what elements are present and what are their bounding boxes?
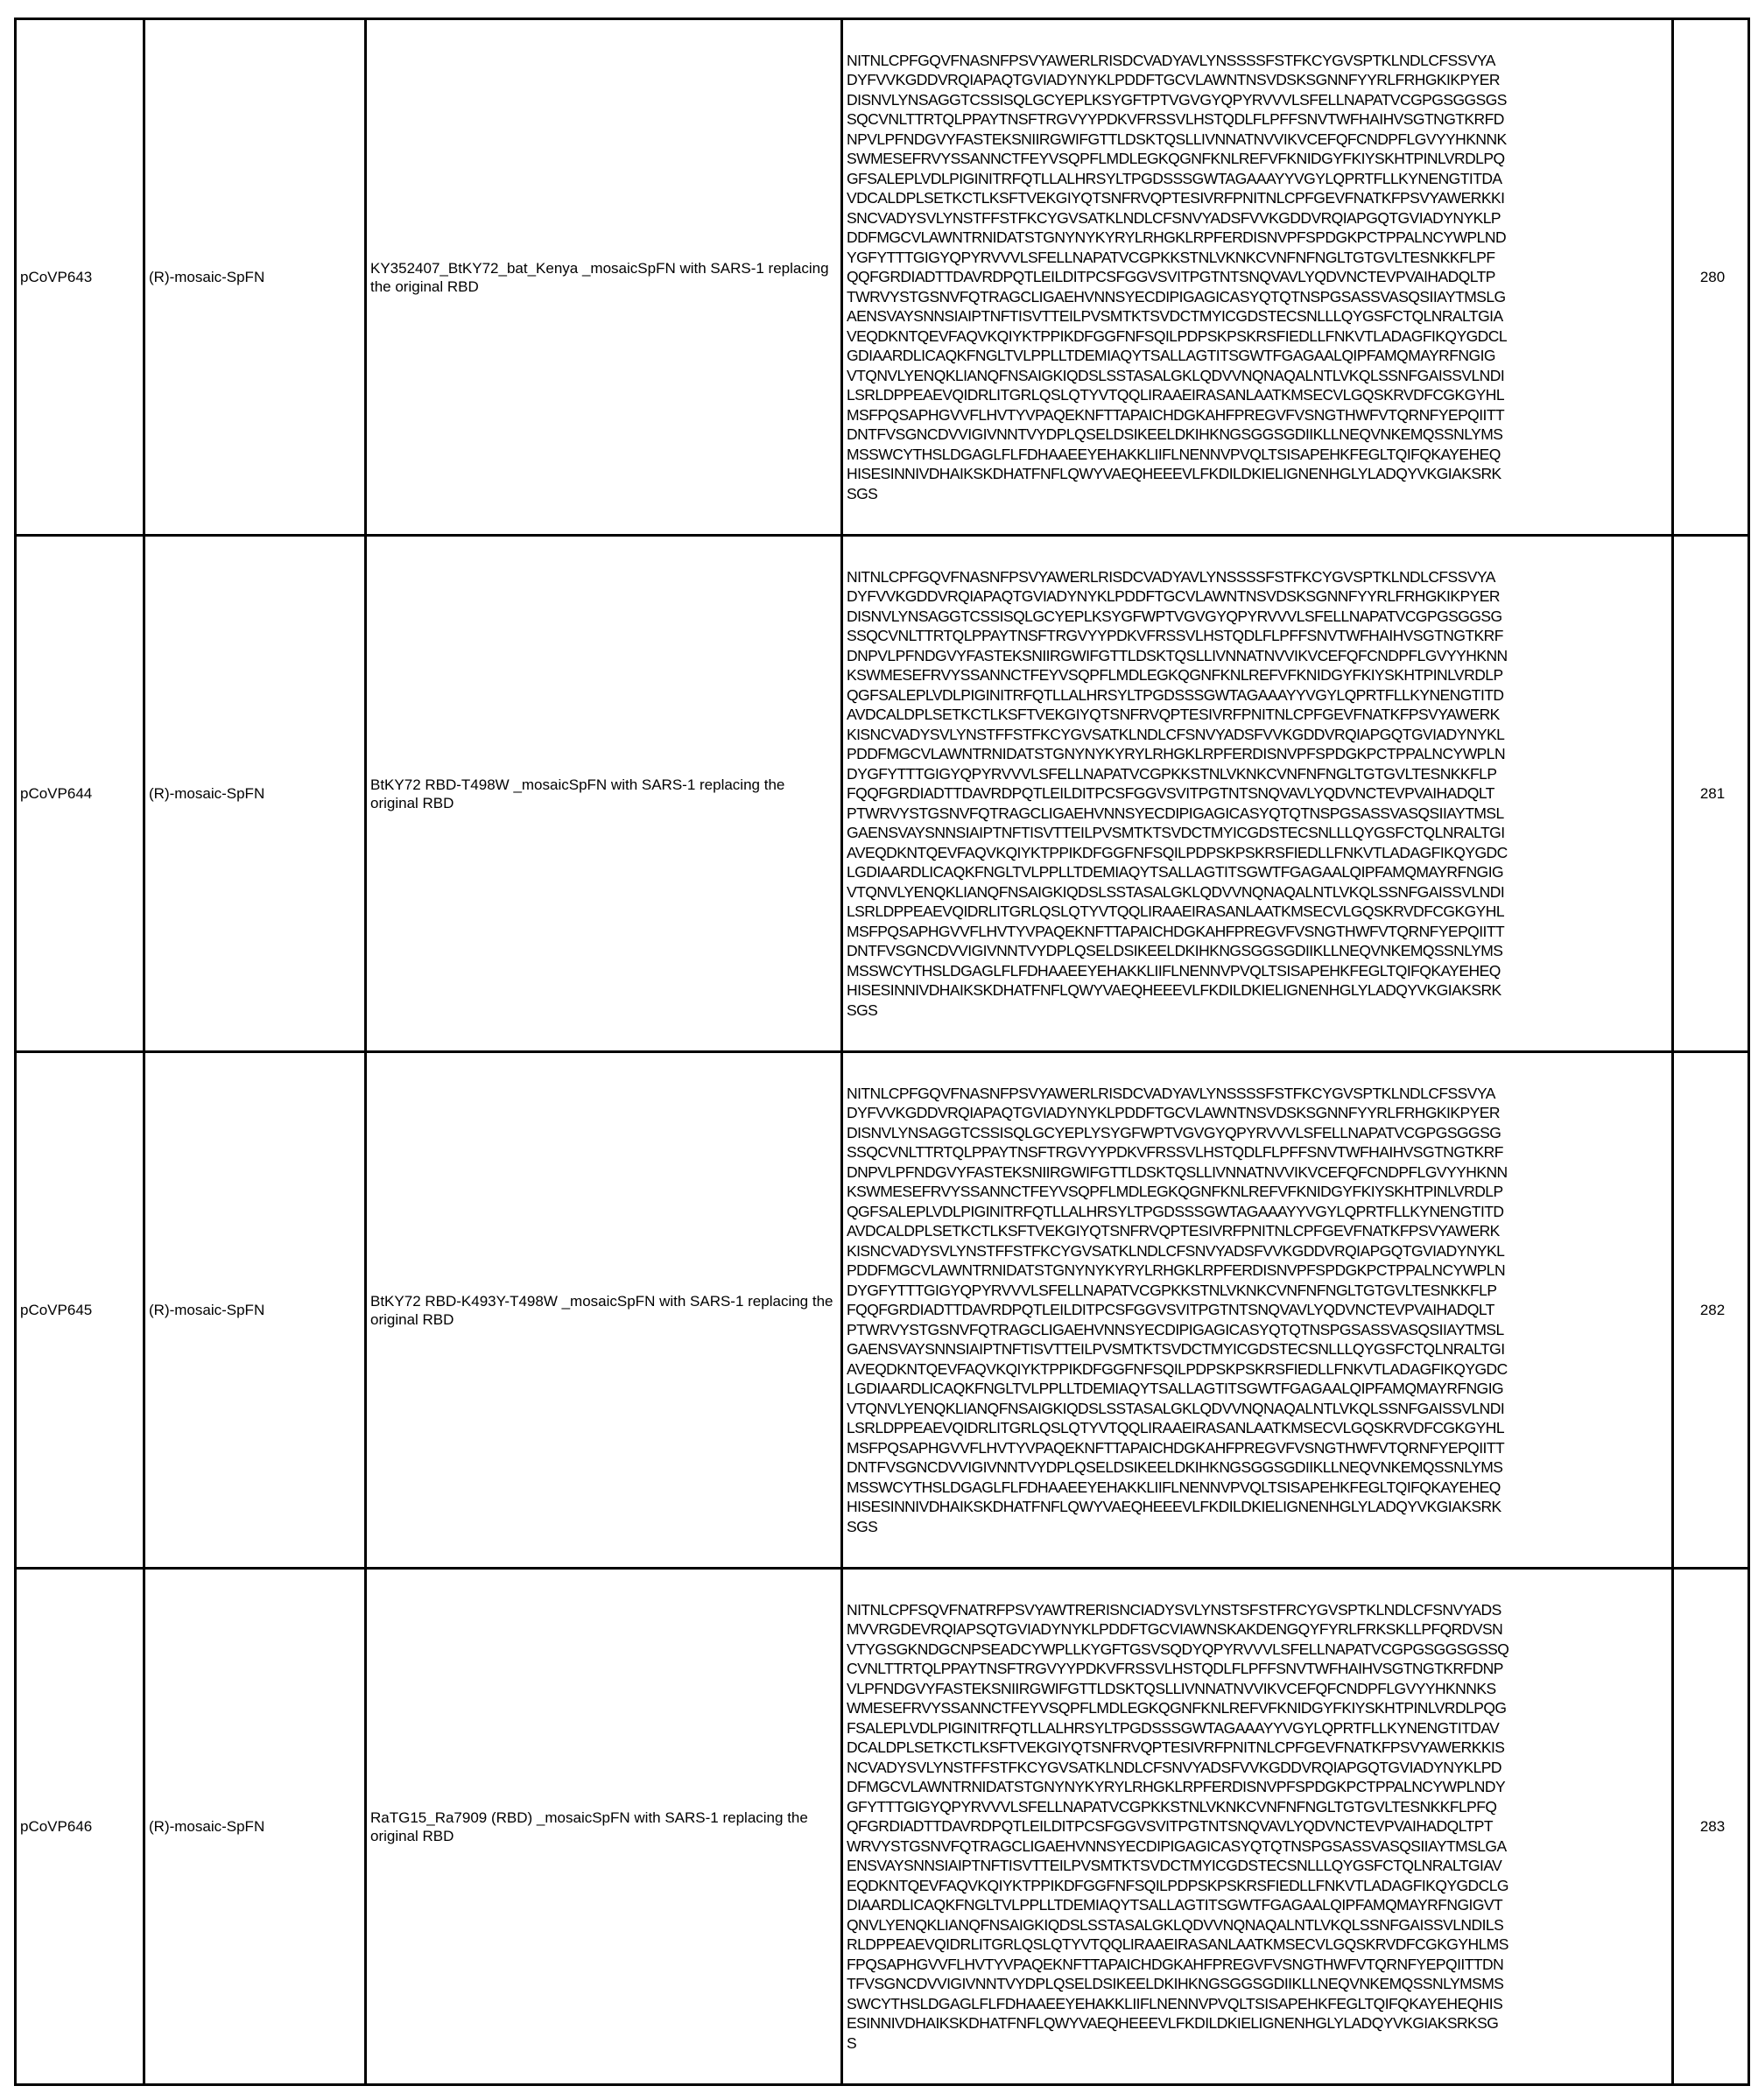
construct-type-cell — [144, 1569, 366, 2085]
sequence-line: SSQCVNLTTRTQLPPAYTNSFTRGVYYPDKVFRSSVLHSTQDLFLPFFSNVTWFHAIHVSGTNGTKRF — [847, 1143, 1503, 1162]
sequence-line: QFGRDIADTTDAVRDPQTLEILDITPCSFGGVSVITPGTNTSNQVAVLYQDVNCTEVPVAIHADQLTPT — [847, 1817, 1493, 1836]
sequence-line: TWRVYSTGSNVFQTRAGCLIGAEHVNNSYECDIPIGAGICASYQTQTNSPGSASSVASQSIIAYTMSLG — [847, 287, 1506, 306]
sequence-line: MSFPQSAPHGVVFLHVTYVPAQEKNFTTAPAICHDGKAHFPREGVFVSNGTHWFVTQRNFYEPQIITT — [847, 1438, 1505, 1457]
amino-acid-sequence — [847, 1084, 1671, 1537]
sequence-line: MSSWCYTHSLDGAGLFLFDHAAEEYEHAKKLIIFLNENNVPVQLTSISAPEHKFEGLTQIFQKAYEHEQ — [847, 961, 1501, 980]
sequence-line: S — [847, 2033, 857, 2052]
sequence-line: HISESINNIVDHAIKSKDHATFNFLQWYVAEQHEEEVLFKDILDKIELIGNENHGLYLADQYVKGIAKSRK — [847, 981, 1501, 1000]
seq-id-number: 283 — [1699, 1818, 1726, 1835]
description-cell — [366, 536, 842, 1052]
sequence-line: AVDCALDPLSETKCTLKSFTVEKGIYQTSNFRVQPTESIVRFPNITNLCPFGEVFNATKFPSVYAWERK — [847, 1222, 1500, 1240]
sequence-line: CVNLTTRTQLPPAYTNSFTRGVYYPDKVFRSSVLHSTQDLFLPFFSNVTWFHAIHVSGTNGTKRFDNP — [847, 1660, 1503, 1678]
amino-acid-sequence — [847, 51, 1671, 504]
sequence-line: WRVYSTGSNVFQTRAGCLIGAEHVNNSYECDIPIGAGICASYQTQTNSPGSASSVASQSIIAYTMSLGA — [847, 1837, 1507, 1855]
construct-id-cell — [16, 536, 144, 1052]
sequence-line: RLDPPEAEVQIDRLITGRLQSLQTYVTQQLIRAAEIRASANLAATKMSECVLGQSKRVDFCGKGYHLMS — [847, 1935, 1508, 1954]
sequence-line: GFSALEPLVDLPIGINITRFQTLLALHRSYLTPGDSSSGWTAGAAAYYVGYLQPRTFLLKYNENGTITDA — [847, 169, 1502, 187]
sequence-line: TFVSGNCDVVIGIVNNTVYDPLQSELDSIKEELDKIHKNGSGGSGDIIKLLNEQVNKEMQSSNLYMSMS — [847, 1975, 1504, 1993]
sequence-cell — [842, 19, 1673, 536]
sequence-line: SSQCVNLTTRTQLPPAYTNSFTRGVYYPDKVFRSSVLHSTQDLFLPFFSNVTWFHAIHVSGTNGTKRF — [847, 627, 1503, 645]
sequence-line: DYFVVKGDDVRQIAPAQTGVIADYNYKLPDDFTGCVLAWNTNSVDSKSGNNFYYRLFRHGKIKPYER — [847, 587, 1500, 606]
construct-description: KY352407_BtKY72_bat_Kenya _mosaicSpFN with SARS-1 replacing the original RBD — [370, 259, 829, 295]
sequence-line: KSWMESEFRVYSSANNCTFEYVSQPFLMDLEGKQGNFKNLREFVFKNIDGYFKIYSKHTPINLVRDLP — [847, 666, 1503, 685]
sequence-line: ENSVAYSNNSIAIPTNFTISVTTEILPVSMTKTSVDCTMYICGDSTECSNLLLQYGSFCTQLNRALTGIAV — [847, 1857, 1502, 1875]
sequence-line: MSFPQSAPHGVVFLHVTYVPAQEKNFTTAPAICHDGKAHFPREGVFVSNGTHWFVTQRNFYEPQIITT — [847, 922, 1505, 940]
sequence-line: KSWMESEFRVYSSANNCTFEYVSQPFLMDLEGKQGNFKNLREFVFKNIDGYFKIYSKHTPINLVRDLP — [847, 1183, 1503, 1201]
construct-id: pCoVP643 — [20, 269, 93, 285]
sequence-line: MSSWCYTHSLDGAGLFLFDHAAEEYEHAKKLIIFLNENNVPVQLTSISAPEHKFEGLTQIFQKAYEHEQ — [847, 445, 1501, 463]
sequence-line: DISNVLYNSAGGTCSSISQLGCYEPLYSYGFWPTVGVGYQPYRVVVLSFELLNAPATVCGPGSGGSG — [847, 1123, 1501, 1141]
construct-type-cell — [144, 536, 366, 1052]
description-cell — [366, 1052, 842, 1569]
construct-id-cell — [16, 1052, 144, 1569]
sequence-line: LGDIAARDLICAQKFNGLTVLPPLLTDEMIAQYTSALLAGTITSGWTFGAGAALQIPFAMQMAYRFNGIG — [847, 863, 1504, 881]
sequence-line: SQCVNLTTRTQLPPAYTNSFTRGVYYPDKVFRSSVLHSTQDLFLPFFSNVTWFHAIHVSGTNGTKRFD — [847, 110, 1504, 129]
document-page — [14, 18, 1750, 2086]
construct-id-cell — [16, 19, 144, 536]
sequence-line: AENSVAYSNNSIAIPTNFTISVTTEILPVSMTKTSVDCTMYICGDSTECSNLLLQYGSFCTQLNRALTGIA — [847, 307, 1503, 326]
sequence-line: PTWRVYSTGSNVFQTRAGCLIGAEHVNNSYECDIPIGAGICASYQTQTNSPGSASSVASQSIIAYTMSL — [847, 1320, 1504, 1338]
sequence-line: GFYTTTGIGYQPYRVVVLSFELLNAPATVCGPKKSTNLVKNKCVNFNFNGLTGTGVLTESNKKFLPFQ — [847, 1797, 1497, 1816]
amino-acid-sequence — [847, 567, 1671, 1021]
sequence-line: QQFGRDIADTTDAVRDPQTLEILDITPCSFGGVSVITPGTNTSNQVAVLYQDVNCTEVPVAIHADQLTP — [847, 268, 1495, 286]
sequence-line: MSFPQSAPHGVVFLHVTYVPAQEKNFTTAPAICHDGKAHFPREGVFVSNGTHWFVTQRNFYEPQIITT — [847, 405, 1505, 424]
sequence-line: DISNVLYNSAGGTCSSISQLGCYEPLKSYGFWPTVGVGYQPYRVVVLSFELLNAPATVCGPGSGGSG — [847, 607, 1502, 625]
sequence-line: MVVRGDEVRQIAPSQTGVIADYNYKLPDDFTGCVIAWNSKAKDENGQYFYRLFRKSKLLPFQRDVSN — [847, 1620, 1503, 1639]
table-row — [16, 1569, 1749, 2085]
sequence-line: DNPVLPFNDGVYFASTEKSNIIRGWIFGTTLDSKTQSLLIVNNATNVVIKVCEFQFCNDPFLGVYYHKNN — [847, 646, 1508, 664]
sequence-line: SGS — [847, 484, 878, 502]
amino-acid-sequence — [847, 1600, 1671, 2054]
sequence-line: VLPFNDGVYFASTEKSNIIRGWIFGTTLDSKTQSLLIVNNATNVVIKVCEFQFCNDPFLGVYYHKNNKS — [847, 1679, 1496, 1697]
sequence-line: DNPVLPFNDGVYFASTEKSNIIRGWIFGTTLDSKTQSLLIVNNATNVVIKVCEFQFCNDPFLGVYYHKNN — [847, 1162, 1508, 1181]
sequence-line: DIAARDLICAQKFNGLTVLPPLLTDEMIAQYTSALLAGTITSGWTFGAGAALQIPFAMQMAYRFNGIGVT — [847, 1896, 1503, 1914]
sequence-line: NITNLCPFSQVFNATRFPSVYAWTRERISNCIADYSVLYNSTSFSTFRCYGVSPTKLNDLCFSNVYADS — [847, 1600, 1501, 1619]
sequence-line: DYFVVKGDDVRQIAPAQTGVIADYNYKLPDDFTGCVLAWNTNSVDSKSGNNFYYRLFRHGKIKPYER — [847, 71, 1500, 89]
sequence-line: WMESEFRVYSSANNCTFEYVSQPFLMDLEGKQGNFKNLREFVFKNIDGYFKIYSKHTPINLVRDLPQG — [847, 1699, 1507, 1717]
sequence-line: AVEQDKNTQEVFAQVKQIYKTPPIKDFGGFNFSQILPDPSKPSKRSFIEDLLFNKVTLADAGFIKQYGDC — [847, 843, 1508, 861]
sequence-line: DCALDPLSETKCTLKSFTVEKGIYQTSNFRVQPTESIVRFPNITNLCPFGEVFNATKFPSVYAWERKKIS — [847, 1738, 1505, 1757]
sequence-line: PDDFMGCVLAWNTRNIDATSTGNYNYKYRYLRHGKLRPFERDISNVPFSPDGKPCTPPALNCYWPLN — [847, 1261, 1506, 1280]
construct-type-cell — [144, 19, 366, 536]
seq-id-no-cell — [1673, 1052, 1749, 1569]
construct-type: (R)-mosaic-SpFN — [149, 785, 265, 802]
seq-id-no-cell — [1673, 1569, 1749, 2085]
sequence-cell — [842, 1052, 1673, 1569]
sequence-line: VTQNVLYENQKLIANQFNSAIGKIQDSLSSTASALGKLQDVVNQNAQALNTLVKQLSSNFGAISSVLNDI — [847, 1399, 1505, 1417]
description-cell — [366, 1569, 842, 2085]
sequence-line: LSRLDPPEAEVQIDRLITGRLQSLQTYVTQQLIRAAEIRASANLAATKMSECVLGQSKRVDFCGKGYHL — [847, 903, 1505, 921]
construct-description: BtKY72 RBD-K493Y-T498W _mosaicSpFN with SARS-1 replacing the original RBD — [370, 1292, 833, 1328]
sequence-line: KISNCVADYSVLYNSTFFSTFKCYGVSATKLNDLCFSNVYADSFVVKGDDVRQIAPGQTGVIADYNYKL — [847, 725, 1505, 743]
sequence-line: DNTFVSGNCDVVIGIVNNTVYDPLQSELDSIKEELDKIHKNGSGGSGDIIKLLNEQVNKEMQSSNLYMS — [847, 1458, 1503, 1477]
sequence-line: LGDIAARDLICAQKFNGLTVLPPLLTDEMIAQYTSALLAGTITSGWTFGAGAALQIPFAMQMAYRFNGIG — [847, 1380, 1504, 1398]
sequence-line: SGS — [847, 1517, 878, 1535]
sequence-line: DYFVVKGDDVRQIAPAQTGVIADYNYKLPDDFTGCVLAWNTNSVDSKSGNNFYYRLFRHGKIKPYER — [847, 1104, 1500, 1122]
construct-sequence-table — [14, 18, 1750, 2086]
sequence-line: GDIAARDLICAQKFNGLTVLPPLLTDEMIAQYTSALLAGTITSGWTFGAGAALQIPFAMQMAYRFNGIG — [847, 347, 1495, 365]
construct-type: (R)-mosaic-SpFN — [149, 269, 265, 285]
sequence-line: DDFMGCVLAWNTRNIDATSTGNYNYKYRYLRHGKLRPFERDISNVPFSPDGKPCTPPALNCYWPLND — [847, 228, 1507, 247]
sequence-line: VEQDKNTQEVFAQVKQIYKTPPIKDFGGFNFSQILPDPSKPSKRSFIEDLLFNKVTLADAGFIKQYGDCL — [847, 327, 1508, 345]
sequence-line: YGFYTTTGIGYQPYRVVVLSFELLNAPATVCGPKKSTNLVKNKCVNFNFNGLTGTGVLTESNKKFLPF — [847, 248, 1495, 266]
sequence-line: FQQFGRDIADTTDAVRDPQTLEILDITPCSFGGVSVITPGTNTSNQVAVLYQDVNCTEVPVAIHADQLT — [847, 784, 1494, 803]
sequence-line: GAENSVAYSNNSIAIPTNFTISVTTEILPVSMTKTSVDCTMYICGDSTECSNLLLQYGSFCTQLNRALTGI — [847, 1340, 1505, 1359]
sequence-line: VTQNVLYENQKLIANQFNSAIGKIQDSLSSTASALGKLQDVVNQNAQALNTLVKQLSSNFGAISSVLNDI — [847, 366, 1505, 384]
sequence-line: DYGFYTTTGIGYQPYRVVVLSFELLNAPATVCGPKKSTNLVKNKCVNFNFNGLTGTGVLTESNKKFLP — [847, 764, 1497, 783]
sequence-line: EQDKNTQEVFAQVKQIYKTPPIKDFGGFNFSQILPDPSKPSKRSFIEDLLFNKVTLADAGFIKQYGDCLG — [847, 1876, 1508, 1894]
sequence-line: SWMESEFRVYSSANNCTFEYVSQPFLMDLEGKQGNFKNLREFVFKNIDGYFKIYSKHTPINLVRDLPQ — [847, 150, 1505, 168]
construct-id: pCoVP646 — [20, 1818, 93, 1835]
sequence-line: DISNVLYNSAGGTCSSISQLGCYEPLKSYGFTPTVGVGYQPYRVVVLSFELLNAPATVCGPGSGGSGS — [847, 90, 1507, 109]
sequence-line: AVEQDKNTQEVFAQVKQIYKTPPIKDFGGFNFSQILPDPSKPSKRSFIEDLLFNKVTLADAGFIKQYGDC — [847, 1359, 1508, 1378]
construct-description: RaTG15_Ra7909 (RBD) _mosaicSpFN with SARS-1 replacing the original RBD — [370, 1809, 808, 1844]
seq-id-number: 281 — [1699, 785, 1726, 802]
sequence-line: GAENSVAYSNNSIAIPTNFTISVTTEILPVSMTKTSVDCTMYICGDSTECSNLLLQYGSFCTQLNRALTGI — [847, 824, 1505, 842]
sequence-line: NCVADYSVLYNSTFFSTFKCYGVSATKLNDLCFSNVYADSFVVKGDDVRQIAPGQTGVIADYNYKLPD — [847, 1758, 1501, 1776]
sequence-line: PDDFMGCVLAWNTRNIDATSTGNYNYKYRYLRHGKLRPFERDISNVPFSPDGKPCTPPALNCYWPLN — [847, 745, 1506, 763]
sequence-line: FPQSAPHGVVFLHVTYVPAQEKNFTTAPAICHDGKAHFPREGVFVSNGTHWFVTQRNFYEPQIITTDN — [847, 1955, 1504, 1973]
sequence-line: KISNCVADYSVLYNSTFFSTFKCYGVSATKLNDLCFSNVYADSFVVKGDDVRQIAPGQTGVIADYNYKL — [847, 1241, 1505, 1260]
sequence-line: LSRLDPPEAEVQIDRLITGRLQSLQTYVTQQLIRAAEIRASANLAATKMSECVLGQSKRVDFCGKGYHL — [847, 1419, 1505, 1437]
seq-id-number: 282 — [1699, 1302, 1726, 1318]
sequence-cell — [842, 536, 1673, 1052]
table-row — [16, 19, 1749, 536]
seq-id-no-cell — [1673, 536, 1749, 1052]
sequence-line: VTQNVLYENQKLIANQFNSAIGKIQDSLSSTASALGKLQDVVNQNAQALNTLVKQLSSNFGAISSVLNDI — [847, 882, 1505, 901]
sequence-cell — [842, 1569, 1673, 2085]
description-cell — [366, 19, 842, 536]
construct-type: (R)-mosaic-SpFN — [149, 1302, 265, 1318]
table-body — [16, 19, 1749, 2085]
sequence-line: SWCYTHSLDGAGLFLFDHAAEEYEHAKKLIIFLNENNVPVQLTSISAPEHKFEGLTQIFQKAYEHEQHIS — [847, 1994, 1503, 2012]
sequence-line: PTWRVYSTGSNVFQTRAGCLIGAEHVNNSYECDIPIGAGICASYQTQTNSPGSASSVASQSIIAYTMSL — [847, 804, 1504, 822]
sequence-line: LSRLDPPEAEVQIDRLITGRLQSLQTYVTQQLIRAAEIRASANLAATKMSECVLGQSKRVDFCGKGYHL — [847, 386, 1505, 404]
sequence-line: QGFSALEPLVDLPIGINITRFQTLLALHRSYLTPGDSSSGWTAGAAAYYVGYLQPRTFLLKYNENGTITD — [847, 685, 1504, 704]
sequence-line: HISESINNIVDHAIKSKDHATFNFLQWYVAEQHEEEVLFKDILDKIELIGNENHGLYLADQYVKGIAKSRK — [847, 1498, 1501, 1516]
sequence-line: DYGFYTTTGIGYQPYRVVVLSFELLNAPATVCGPKKSTNLVKNKCVNFNFNGLTGTGVLTESNKKFLP — [847, 1281, 1497, 1299]
seq-id-number: 280 — [1699, 269, 1726, 285]
sequence-line: QGFSALEPLVDLPIGINITRFQTLLALHRSYLTPGDSSSGWTAGAAAYYVGYLQPRTFLLKYNENGTITD — [847, 1202, 1504, 1220]
table-row — [16, 536, 1749, 1052]
sequence-line: QNVLYENQKLIANQFNSAIGKIQDSLSSTASALGKLQDVVNQNAQALNTLVKQLSSNFGAISSVLNDILS — [847, 1915, 1504, 1934]
sequence-line: MSSWCYTHSLDGAGLFLFDHAAEEYEHAKKLIIFLNENNVPVQLTSISAPEHKFEGLTQIFQKAYEHEQ — [847, 1478, 1501, 1496]
sequence-line: DNTFVSGNCDVVIGIVNNTVYDPLQSELDSIKEELDKIHKNGSGGSGDIIKLLNEQVNKEMQSSNLYMS — [847, 425, 1503, 444]
sequence-line: SNCVADYSVLYNSTFFSTFKCYGVSATKLNDLCFSNVYADSFVVKGDDVRQIAPGQTGVIADYNYKLP — [847, 208, 1501, 227]
sequence-line: NITNLCPFGQVFNASNFPSVYAWERLRISDCVADYAVLYNSSSSFSTFKCYGVSPTKLNDLCFSSVYA — [847, 51, 1495, 69]
sequence-line: NITNLCPFGQVFNASNFPSVYAWERLRISDCVADYAVLYNSSSSFSTFKCYGVSPTKLNDLCFSSVYA — [847, 1084, 1495, 1102]
sequence-line: DNTFVSGNCDVVIGIVNNTVYDPLQSELDSIKEELDKIHKNGSGGSGDIIKLLNEQVNKEMQSSNLYMS — [847, 942, 1503, 960]
sequence-line: SGS — [847, 1001, 878, 1019]
sequence-line: FQQFGRDIADTTDAVRDPQTLEILDITPCSFGGVSVITPGTNTSNQVAVLYQDVNCTEVPVAIHADQLT — [847, 1301, 1494, 1319]
construct-type-cell — [144, 1052, 366, 1569]
construct-id: pCoVP645 — [20, 1302, 93, 1318]
sequence-line: AVDCALDPLSETKCTLKSFTVEKGIYQTSNFRVQPTESIVRFPNITNLCPFGEVFNATKFPSVYAWERK — [847, 706, 1500, 724]
construct-id: pCoVP644 — [20, 785, 93, 802]
construct-type: (R)-mosaic-SpFN — [149, 1818, 265, 1835]
sequence-line: FSALEPLVDLPIGINITRFQTLLALHRSYLTPGDSSSGWTAGAAAYYVGYLQPRTFLLKYNENGTITDAV — [847, 1718, 1500, 1737]
sequence-line: NPVLPFNDGVYFASTEKSNIIRGWIFGTTLDSKTQSLLIVNNATNVVIKVCEFQFCNDPFLGVYYHKNNK — [847, 130, 1507, 148]
construct-description: BtKY72 RBD-T498W _mosaicSpFN with SARS-1 replacing the original RBD — [370, 776, 785, 811]
table-row — [16, 1052, 1749, 1569]
sequence-line: ESINNIVDHAIKSKDHATFNFLQWYVAEQHEEEVLFKDILDKIELIGNENHGLYLADQYVKGIAKSRKSG — [847, 2014, 1499, 2033]
sequence-line: VTYGSGKNDGCNPSEADCYWPLLKYGFTGSVSQDYQPYRVVVLSFELLNAPATVCGPGSGGSGSSQ — [847, 1640, 1509, 1658]
sequence-line: VDCALDPLSETKCTLKSFTVEKGIYQTSNFRVQPTESIVRFPNITNLCPFGEVFNATKFPSVYAWERKKI — [847, 189, 1505, 207]
sequence-line: NITNLCPFGQVFNASNFPSVYAWERLRISDCVADYAVLYNSSSSFSTFKCYGVSPTKLNDLCFSSVYA — [847, 567, 1495, 586]
construct-id-cell — [16, 1569, 144, 2085]
sequence-line: DFMGCVLAWNTRNIDATSTGNYNYKYRYLRHGKLRPFERDISNVPFSPDGKPCTPPALNCYWPLNDY — [847, 1778, 1506, 1796]
sequence-line: HISESINNIVDHAIKSKDHATFNFLQWYVAEQHEEEVLFKDILDKIELIGNENHGLYLADQYVKGIAKSRK — [847, 465, 1501, 483]
seq-id-no-cell — [1673, 19, 1749, 536]
